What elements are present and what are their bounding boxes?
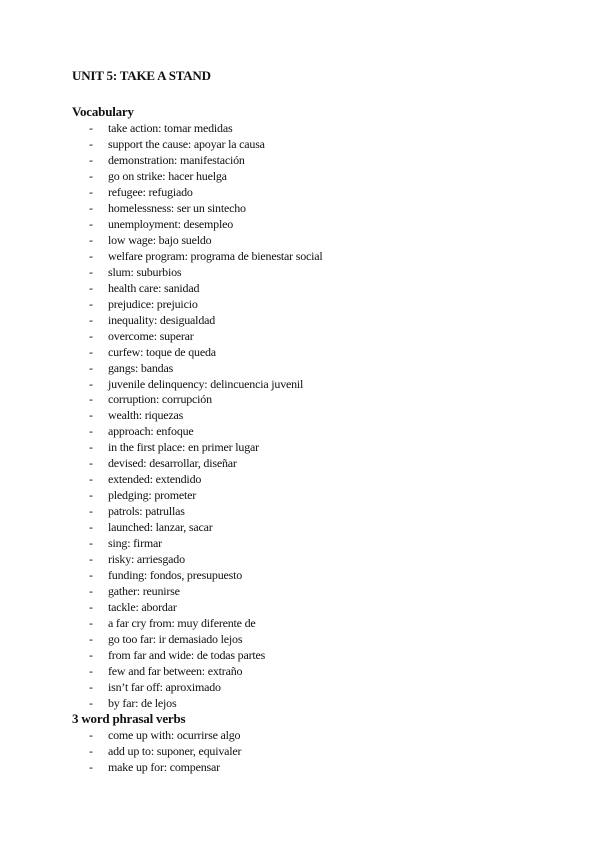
bullet-dash: -: [89, 216, 93, 231]
bullet-dash: -: [89, 552, 93, 567]
bullet-dash: -: [89, 759, 93, 774]
vocab-entry: homelessness: ser un sintecho: [108, 200, 246, 215]
bullet-dash: -: [89, 360, 93, 375]
bullet-dash: -: [89, 424, 93, 439]
bullet-dash: -: [89, 344, 93, 359]
bullet-dash: -: [89, 296, 93, 311]
vocab-entry: a far cry from: muy diferente de: [108, 616, 256, 631]
bullet-dash: -: [89, 264, 93, 279]
vocab-entry: pledging: prometer: [108, 488, 197, 503]
vocab-entry: funding: fondos, presupuesto: [108, 568, 243, 583]
vocab-entry: prejudice: prejuicio: [108, 296, 198, 311]
vocab-entry: low wage: bajo sueldo: [108, 232, 212, 247]
vocab-entry: few and far between: extraño: [108, 663, 243, 678]
bullet-dash: -: [89, 663, 93, 678]
vocab-entry: from far and wide: de todas partes: [108, 647, 266, 662]
vocab-entry: add up to: suponer, equivaler: [108, 743, 242, 758]
vocab-entry: risky: arriesgado: [108, 552, 185, 567]
bullet-dash: -: [89, 728, 93, 742]
vocab-entry: by far: de lejos: [108, 695, 177, 710]
vocab-entry: welfare program: programa de bienestar social: [108, 248, 323, 263]
vocab-entry: juvenile delinquency: delincuencia juvenil: [108, 376, 304, 391]
bullet-dash: -: [89, 440, 93, 455]
vocab-entry: unemployment: desempleo: [108, 216, 234, 231]
vocab-entry: go too far: ir demasiado lejos: [108, 632, 243, 646]
vocab-entry: make up for: compensar: [108, 759, 220, 774]
section-heading-vocabulary: Vocabulary: [72, 104, 134, 119]
vocab-entry: corruption: corrupción: [108, 392, 212, 407]
vocab-entry: devised: desarrollar, diseñar: [108, 456, 237, 471]
vocab-entry: gather: reunirse: [108, 584, 180, 599]
vocab-entry: demonstration: manifestación: [108, 152, 245, 167]
bullet-dash: -: [89, 248, 93, 263]
vocab-entry: isn’t far off: aproximado: [108, 679, 221, 694]
section-heading-phrasal-verbs: 3 word phrasal verbs: [72, 711, 186, 726]
bullet-dash: -: [89, 488, 93, 503]
vocab-entry: in the first place: en primer lugar: [108, 440, 259, 455]
bullet-dash: -: [89, 200, 93, 215]
bullet-dash: -: [89, 376, 93, 391]
bullet-dash: -: [89, 568, 93, 583]
vocab-entry: curfew: toque de queda: [108, 344, 216, 359]
bullet-dash: -: [89, 520, 93, 535]
unit-title: UNIT 5: TAKE A STAND: [72, 68, 211, 83]
bullet-dash: -: [89, 647, 93, 662]
bullet-dash: -: [89, 600, 93, 615]
bullet-dash: -: [89, 280, 93, 295]
vocab-entry: overcome: superar: [108, 328, 194, 343]
bullet-dash: -: [89, 616, 93, 631]
bullet-dash: -: [89, 152, 93, 167]
bullet-dash: -: [89, 408, 93, 423]
bullet-dash: -: [89, 136, 93, 151]
bullet-dash: -: [89, 121, 93, 135]
bullet-dash: -: [89, 328, 93, 343]
vocab-entry: patrols: patrullas: [108, 504, 185, 519]
bullet-dash: -: [89, 184, 93, 199]
vocab-entry: gangs: bandas: [108, 360, 174, 375]
vocab-entry: health care: sanidad: [108, 280, 200, 295]
vocab-entry: refugee: refugiado: [108, 184, 193, 199]
vocab-entry: take action: tomar medidas: [108, 121, 233, 135]
bullet-dash: -: [89, 472, 93, 487]
vocab-entry: wealth: riquezas: [108, 408, 184, 423]
vocab-entry: launched: lanzar, sacar: [108, 520, 213, 535]
bullet-dash: -: [89, 504, 93, 519]
vocab-entry: go on strike: hacer huelga: [108, 168, 227, 183]
bullet-dash: -: [89, 695, 93, 710]
bullet-dash: -: [89, 168, 93, 183]
vocab-entry: support the cause: apoyar la causa: [108, 136, 265, 151]
bullet-dash: -: [89, 392, 93, 407]
bullet-dash: -: [89, 536, 93, 551]
bullet-dash: -: [89, 743, 93, 758]
bullet-dash: -: [89, 632, 93, 646]
bullet-dash: -: [89, 679, 93, 694]
vocab-entry: extended: extendido: [108, 472, 202, 487]
vocab-entry: tackle: abordar: [108, 600, 177, 615]
bullet-dash: -: [89, 312, 93, 327]
vocab-entry: approach: enfoque: [108, 424, 194, 439]
bullet-dash: -: [89, 456, 93, 471]
vocab-entry: come up with: ocurrirse algo: [108, 728, 241, 742]
vocab-entry: slum: suburbios: [108, 264, 182, 279]
bullet-dash: -: [89, 232, 93, 247]
vocab-entry: inequality: desigualdad: [108, 312, 216, 327]
bullet-dash: -: [89, 584, 93, 599]
vocab-entry: sing: firmar: [108, 536, 162, 551]
